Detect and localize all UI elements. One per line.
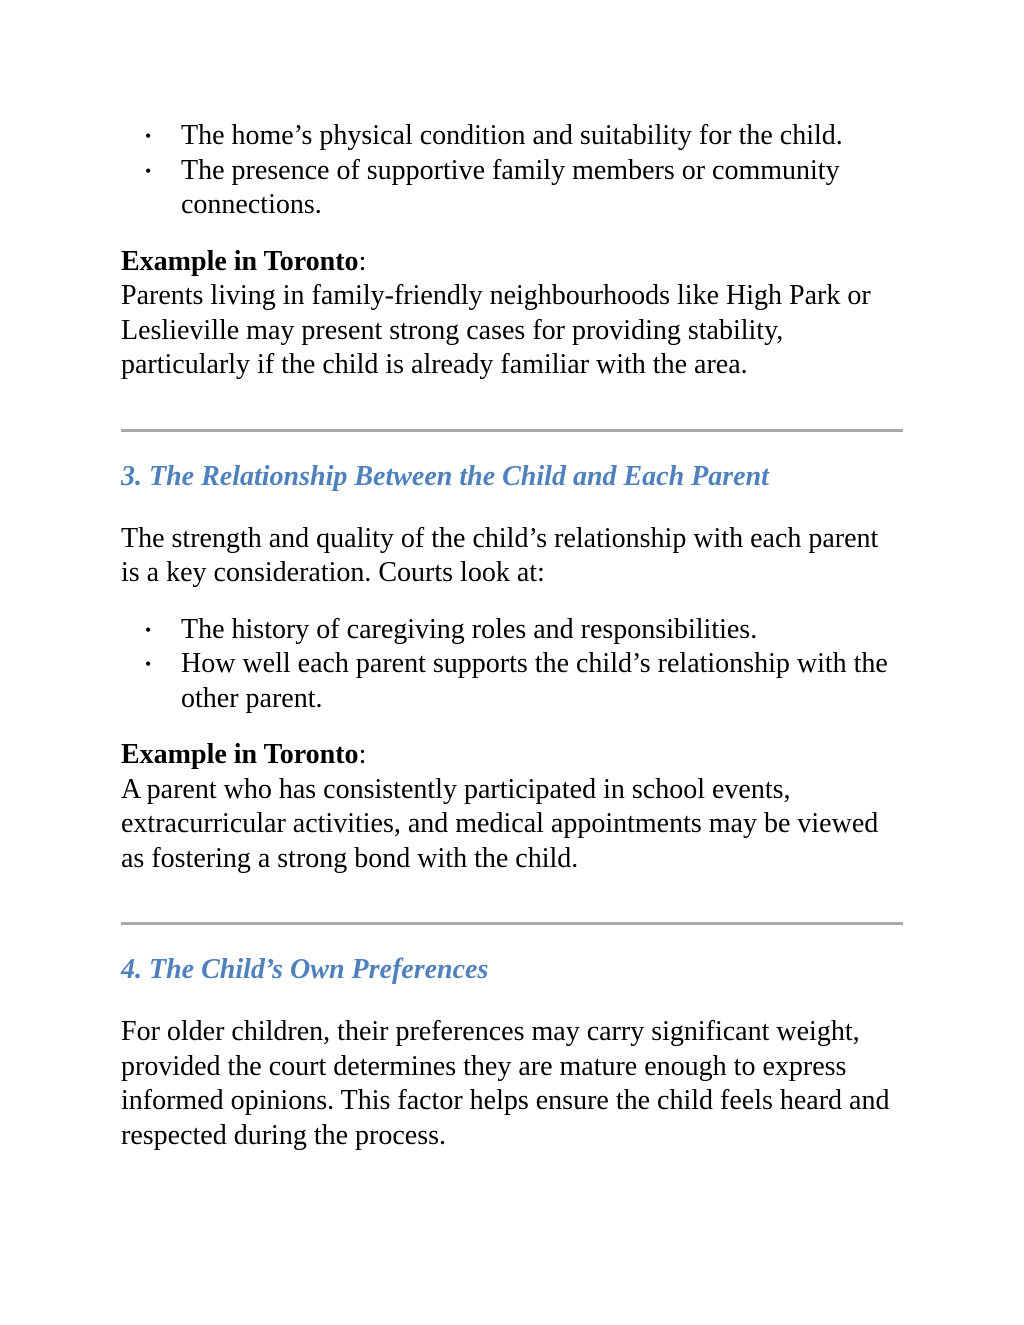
section-4-heading: 4. The Child’s Own Preferences: [121, 954, 489, 985]
bullet-icon: •: [145, 654, 152, 674]
example-text: A parent who has consistently participated in school events, extracurricular activities, and medical appointments may be viewed as fostering a strong bond with the child.: [121, 773, 879, 874]
list-item: [121, 154, 903, 223]
section-2-bullet-list: [121, 119, 903, 223]
list-item-text: The home’s physical condition and suitability for the child.: [181, 120, 843, 151]
section-3-bullet-list: [121, 613, 903, 717]
bullet-icon: •: [145, 126, 152, 146]
list-item: [121, 647, 903, 716]
section-3-example: [121, 738, 903, 876]
example-text: Parents living in family-friendly neighbourhoods like High Park or Leslieville may present strong cases for providing stability, particularly if the child is already familiar with the area.: [121, 280, 871, 380]
list-item-text: How well each parent supports the child’s relationship with the other parent.: [181, 648, 888, 714]
list-item-text: The history of caregiving roles and responsibilities.: [181, 613, 758, 645]
example-label: Example in Toronto: [121, 739, 359, 770]
list-item: [121, 613, 903, 648]
list-item-text: The presence of supportive family members or community connections.: [181, 154, 840, 220]
section-2-example: [121, 245, 903, 383]
section-3-intro: The strength and quality of the child’s relationship with each parent is a key consideration. Courts look at:: [121, 522, 879, 588]
example-colon: :: [358, 739, 367, 770]
document-page: [121, 119, 903, 1153]
example-label: Example in Toronto: [121, 245, 359, 277]
bullet-icon: •: [145, 160, 152, 181]
bullet-icon: •: [145, 619, 152, 640]
list-item: [121, 119, 903, 154]
example-colon: :: [358, 245, 367, 277]
section-4-body: For older children, their preferences may carry significant weight, provided the court determines they are mature enough to express informed opinions. This factor helps ensure the child feels heard and respected during the process.: [121, 1016, 890, 1151]
section-3-heading: 3. The Relationship Between the Child and Each Parent: [121, 460, 769, 492]
